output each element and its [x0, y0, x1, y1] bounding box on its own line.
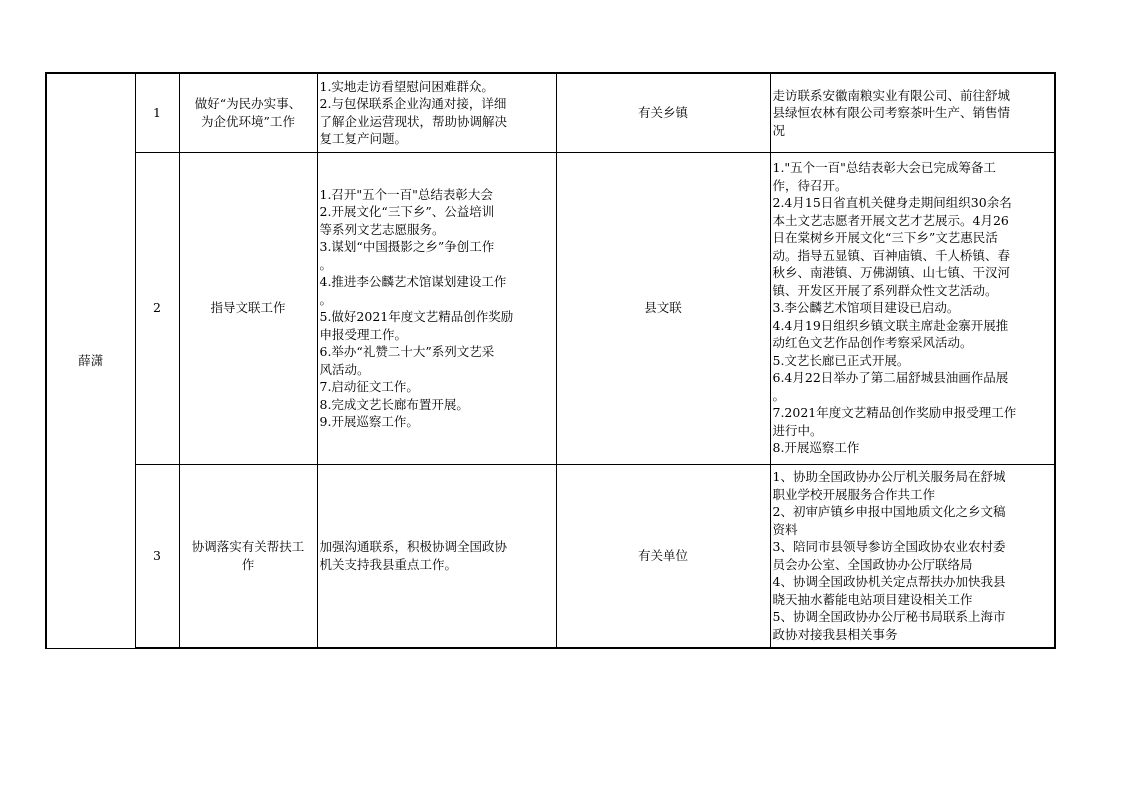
work-progress-table	[45, 72, 1056, 649]
progress-line: 1."五个一百"总结表彰大会已完成筹备工	[772, 160, 996, 176]
measure-line: 加强沟通联系，积极协调全国政协	[319, 539, 508, 555]
measure-line: 2.开展文化“三下乡”、公益培训	[319, 204, 495, 219]
task-cell	[179, 152, 317, 464]
progress-line: 1、协助全国政协办公厅机关服务局在舒城	[772, 469, 1006, 485]
responsible-unit-cell: 有关单位	[556, 464, 770, 648]
responsible-unit-cell: 县文联	[556, 152, 770, 464]
progress-line: 4、协调全国政协机关定点帮扶办加快我县	[772, 574, 1006, 590]
progress-line: 动。指导五显镇、百神庙镇、千人桥镇、春	[772, 247, 1011, 263]
task-cell	[179, 73, 317, 152]
task-line: 为企优环境”工作	[201, 113, 295, 129]
row-number-cell: 1	[135, 73, 179, 152]
progress-line: 资料	[772, 521, 798, 537]
progress-line: 职业学校开展服务合作共工作	[772, 486, 936, 502]
progress-line: 日在棠树乡开展文化“三下乡”文艺惠民活	[772, 230, 998, 246]
task-cell	[179, 464, 317, 648]
progress-line: 7.2021年度文艺精品创作奖励申报受理工作	[772, 405, 1017, 421]
progress-line: 晓天抽水蓄能电站项目建设相关工作	[772, 591, 973, 607]
measure-line: 7.启动征文工作。	[319, 379, 419, 394]
task-line: 作	[241, 556, 255, 572]
table-row	[46, 152, 1055, 464]
measures-cell	[317, 464, 556, 648]
progress-cell	[770, 464, 1055, 648]
progress-line: 进行中。	[772, 422, 823, 438]
progress-line: 8.开展巡察工作	[772, 440, 860, 456]
progress-line: 3、陪同市县领导参访全国政协农业农村委	[772, 539, 1006, 555]
progress-line: 动红色文艺作品创作考察采风活动。	[772, 335, 973, 351]
measure-line: 3.谋划“中国摄影之乡”争创工作	[319, 239, 495, 254]
measure-line: 。	[319, 256, 333, 272]
measure-line: 机关支持我县重点工作。	[319, 556, 458, 572]
progress-line: 县绿恒农林有限公司考察茶叶生产、销售情	[772, 105, 1011, 120]
task-line: 协调落实有关帮扶工	[191, 539, 305, 555]
progress-line: 本土文艺志愿者开展文艺才艺展示。4月26	[772, 212, 1009, 228]
progress-line: 况	[772, 122, 786, 138]
progress-line: 3.李公麟艺术馆项目建设已启动。	[772, 300, 960, 316]
progress-line: 作，待召开。	[772, 177, 848, 193]
progress-line: 政协对接我县相关事务	[772, 626, 898, 642]
measure-line: 8.完成文艺长廊布置开展。	[319, 396, 469, 412]
task-line: 做好“为民办实事、	[194, 96, 302, 112]
responsible-person-cell: 薛潇	[46, 73, 135, 648]
measure-line: 5.做好2021年度文艺精品创作奖励	[319, 309, 514, 324]
progress-line: 5、协调全国政协办公厅秘书局联系上海市	[772, 609, 1006, 625]
progress-line: 。	[772, 387, 786, 403]
progress-line: 员会办公室、全国政协办公厅联络局	[772, 556, 973, 572]
progress-line: 秋乡、南港镇、万佛湖镇、山七镇、干汊河	[772, 265, 1011, 281]
measure-line: 等系列文艺志愿服务。	[319, 221, 445, 237]
table-row	[46, 73, 1055, 152]
measures-cell	[317, 152, 556, 464]
task-line: 指导文联工作	[210, 300, 286, 316]
measures-cell	[317, 73, 556, 152]
measure-line: 6.举办“礼赞二十大”系列文艺采	[319, 344, 495, 359]
progress-cell	[770, 152, 1055, 464]
progress-line: 4.4月19日组织乡镇文联主席赴金寨开展推	[772, 317, 1009, 333]
progress-cell	[770, 73, 1055, 152]
row-number-cell: 2	[135, 152, 179, 464]
measure-line: 9.开展巡察工作。	[319, 414, 419, 429]
progress-line: 镇、开发区开展了系列群众性文艺活动。	[772, 282, 998, 298]
measure-line: 4.推进李公麟艺术馆谋划建设工作	[319, 274, 507, 289]
progress-line: 2、初审庐镇乡申报中国地质文化之乡文稿	[772, 504, 1006, 520]
progress-line: 6.4月22日举办了第二届舒城县油画作品展	[772, 370, 1009, 386]
measure-line: 复工复产问题。	[319, 131, 408, 147]
measure-line: 了解企业运营现状，帮助协调解决	[319, 113, 508, 129]
progress-line: 2.4月15日省直机关健身走期间组织30余名	[772, 195, 1012, 211]
measure-line: 1.实地走访看望慰问困难群众。	[319, 78, 494, 94]
row-number-cell: 3	[135, 464, 179, 648]
measure-line: 1.召开"五个一百"总结表彰大会	[319, 186, 493, 202]
measure-line: 申报受理工作。	[319, 326, 408, 342]
measure-line: 。	[319, 291, 333, 307]
table-row	[46, 464, 1055, 648]
measure-line: 风活动。	[319, 361, 370, 377]
responsible-unit-cell: 有关乡镇	[556, 73, 770, 152]
progress-line: 走访联系安徽南粮实业有限公司、前往舒城	[772, 87, 1011, 103]
measure-line: 2.与包保联系企业沟通对接，详细	[319, 96, 507, 112]
progress-line: 5.文艺长廊已正式开展。	[772, 352, 910, 368]
